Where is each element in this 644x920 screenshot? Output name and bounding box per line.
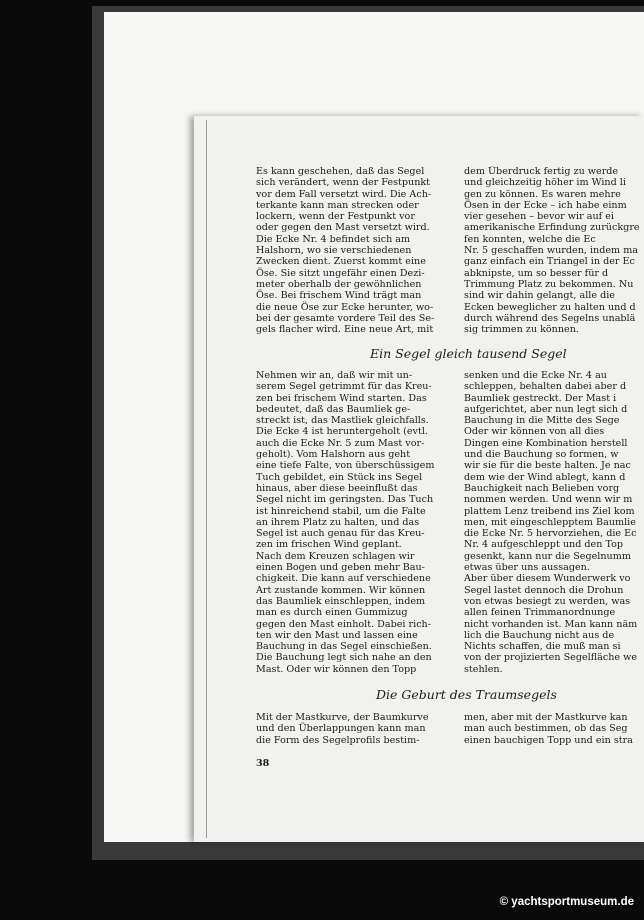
- text-line: Ecken beweglicher zu halten und d: [464, 301, 636, 313]
- text-line: amerikanische Erfindung zurückgre: [464, 222, 640, 234]
- text-line: geholt). Vom Halshorn aus geht: [256, 449, 411, 461]
- section3-left-column: [256, 712, 456, 746]
- text-line: eine tiefe Falte, von überschüssigem: [256, 460, 435, 472]
- text-line: vor dem Fall versetzt wird. Die Ach-: [256, 188, 432, 200]
- section3-right-column: [464, 712, 644, 746]
- text-line: senken und die Ecke Nr. 4 au: [464, 370, 607, 381]
- section-heading-2: Die Geburt des Traumsegels: [376, 687, 557, 702]
- section-heading-1: Ein Segel gleich tausend Segel: [370, 346, 567, 361]
- text-line: Mast. Oder wir können den Topp: [256, 663, 417, 675]
- text-line: Nach dem Kreuzen schlagen wir: [256, 550, 415, 562]
- text-line: einen bauchigen Topp und ein stra: [464, 734, 633, 746]
- text-line: Segel lastet dennoch die Drohun: [464, 584, 624, 596]
- text-line: bedeutet, daß das Baumliek ge-: [256, 403, 411, 415]
- text-line: man es durch einen Gummizug: [256, 607, 408, 619]
- text-line: gels flacher wird. Eine neue Art, mit: [256, 324, 434, 336]
- text-line: Nehmen wir an, daß wir mit un-: [256, 370, 413, 381]
- watermark: © yachtsportmuseum.de: [499, 896, 634, 908]
- text-line: an ihrem Platz zu halten, und das: [256, 516, 420, 528]
- section1-left-column: [256, 166, 456, 335]
- text-line: sich verändert, wenn der Festpunkt: [256, 177, 431, 189]
- text-line: die Ecke Nr. 5 hervorziehen, die Ec: [464, 528, 637, 540]
- text-line: Nichts schaffen, die muß man si: [464, 641, 621, 653]
- text-line: das Baumliek einschleppen, indem: [256, 595, 426, 607]
- text-line: und gleichzeitig höher im Wind li: [464, 177, 626, 189]
- text-line: Öse. Bei frischem Wind trägt man: [256, 290, 422, 302]
- text-line: Die Ecke Nr. 4 befindet sich am: [256, 233, 411, 245]
- text-line: Aber über diesem Wunderwerk vo: [464, 573, 631, 585]
- text-line: und den Überlappungen kann man: [256, 723, 426, 735]
- section1-right-column: [464, 166, 644, 335]
- text-line: lich die Bauchung nicht aus de: [464, 629, 615, 641]
- text-line: dem wie der Wind ablegt, kann d: [464, 471, 626, 483]
- text-line: stehlen.: [464, 663, 503, 675]
- text-line: sind wir dahin gelangt, alle die: [464, 290, 615, 302]
- text-line: schleppen, behalten dabei aber d: [464, 381, 627, 393]
- text-line: ganz einfach ein Triangel in der Ec: [464, 256, 635, 268]
- text-line: gen zu können. Es waren mehre: [464, 188, 621, 200]
- text-line: zen im frischen Wind geplant.: [256, 539, 402, 551]
- text-line: meter oberhalb der gewöhnlichen: [256, 278, 422, 290]
- text-line: Baumliek gestreckt. Der Mast i: [464, 392, 617, 404]
- text-line: Es kann geschehen, daß das Segel: [256, 166, 425, 177]
- text-line: Trimmung Platz zu bekommen. Nu: [464, 278, 634, 290]
- text-line: men, mit eingeschlepptem Baumlie: [464, 516, 636, 528]
- text-line: dem Überdruck fertig zu werde: [464, 166, 619, 177]
- text-line: fen konnten, welche die Ec: [464, 233, 596, 245]
- text-line: Nr. 5 geschaffen wurden, indem ma: [464, 245, 639, 257]
- text-line: Bauchigkeit nach Belieben vorg: [464, 482, 620, 494]
- section2-left-column: [256, 370, 456, 675]
- text-line: wir sie für die beste halten. Je nac: [464, 460, 631, 472]
- text-line: und die Bauchung so formen, w: [464, 449, 619, 461]
- text-line: auch die Ecke Nr. 5 zum Mast vor-: [256, 437, 425, 449]
- text-line: allen feinen Trimmanordnunge: [464, 607, 616, 619]
- text-line: Bauchung in das Segel einschießen.: [256, 641, 432, 653]
- text-line: durch während des Segelns unablä: [464, 312, 636, 324]
- text-line: die neue Öse zur Ecke herunter, wo-: [256, 301, 434, 313]
- text-line: Segel ist auch genau für das Kreu-: [256, 528, 425, 540]
- book-page: [194, 116, 644, 842]
- text-line: Tuch gebildet, ein Stück ins Segel: [256, 471, 423, 483]
- text-line: lockern, wenn der Festpunkt vor: [256, 211, 415, 223]
- text-line: von der projizierten Segelfläche we: [464, 652, 637, 664]
- text-line: Bauchung in die Mitte des Sege: [464, 415, 620, 427]
- text-line: vier gesehen – bevor wir auf ei: [464, 211, 614, 223]
- text-line: etwas über uns aussagen.: [464, 562, 590, 574]
- text-line: Dingen eine Kombination herstell: [464, 437, 628, 449]
- text-line: Nr. 4 aufgeschleppt und den Top: [464, 539, 624, 551]
- text-line: terkante kann man strecken oder: [256, 199, 419, 211]
- page-number: 38: [256, 758, 270, 769]
- text-line: man auch bestimmen, ob das Seg: [464, 723, 628, 735]
- section2-right-column: [464, 370, 644, 675]
- text-line: einen Bogen und geben mehr Bau-: [256, 562, 425, 574]
- text-line: die Form des Segelprofils bestim-: [256, 734, 420, 746]
- text-line: Ösen in der Ecke – ich habe einm: [464, 199, 627, 211]
- text-line: Die Bauchung legt sich nahe an den: [256, 652, 432, 664]
- text-line: Die Ecke 4 ist heruntergeholt (evtl.: [256, 426, 428, 438]
- text-line: nommen werden. Und wenn wir m: [464, 494, 633, 506]
- text-line: Öse. Sie sitzt ungefähr einen Dezi-: [256, 267, 425, 279]
- text-line: gesenkt, kann nur die Segelnumm: [464, 550, 631, 562]
- text-line: bei der gesamte vordere Teil des Se-: [256, 312, 435, 324]
- text-line: oder gegen den Mast versetzt wird.: [256, 222, 430, 234]
- text-line: Zwecken dient. Zuerst kommt eine: [256, 256, 426, 268]
- text-line: hinaus, aber diese beeinflußt das: [256, 482, 418, 494]
- text-line: chigkeit. Die kann auf verschiedene: [256, 573, 431, 585]
- text-line: nicht vorhanden ist. Man kann näm: [464, 618, 638, 630]
- text-line: ten wir den Mast und lassen eine: [256, 629, 418, 641]
- text-line: Mit der Mastkurve, der Baumkurve: [256, 712, 429, 723]
- text-line: abknipste, um so besser für d: [464, 267, 609, 279]
- text-line: streckt ist, das Mastliek gleichfalls.: [256, 415, 429, 427]
- text-line: Halshorn, wo sie verschiedenen: [256, 245, 412, 257]
- text-line: aufgerichtet, aber nun legt sich d: [464, 403, 628, 415]
- text-line: von etwas besiegt zu werden, was: [464, 595, 631, 607]
- text-line: Oder wir können von all dies: [464, 426, 605, 438]
- text-line: zen bei frischem Wind starten. Das: [256, 392, 427, 404]
- text-line: men, aber mit der Mastkurve kan: [464, 712, 628, 723]
- page-gutter: [206, 120, 207, 838]
- text-line: Segel nicht im geringsten. Das Tuch: [256, 494, 434, 506]
- text-line: plattem Lenz treibend ins Ziel kom: [464, 505, 635, 517]
- text-line: ist hinreichend stabil, um die Falte: [256, 505, 426, 517]
- text-line: gegen den Mast einholt. Dabei rich-: [256, 618, 431, 630]
- text-line: serem Segel getrimmt für das Kreu-: [256, 381, 432, 393]
- text-line: sig trimmen zu können.: [464, 324, 579, 336]
- text-line: Art zustande kommen. Wir können: [256, 584, 426, 596]
